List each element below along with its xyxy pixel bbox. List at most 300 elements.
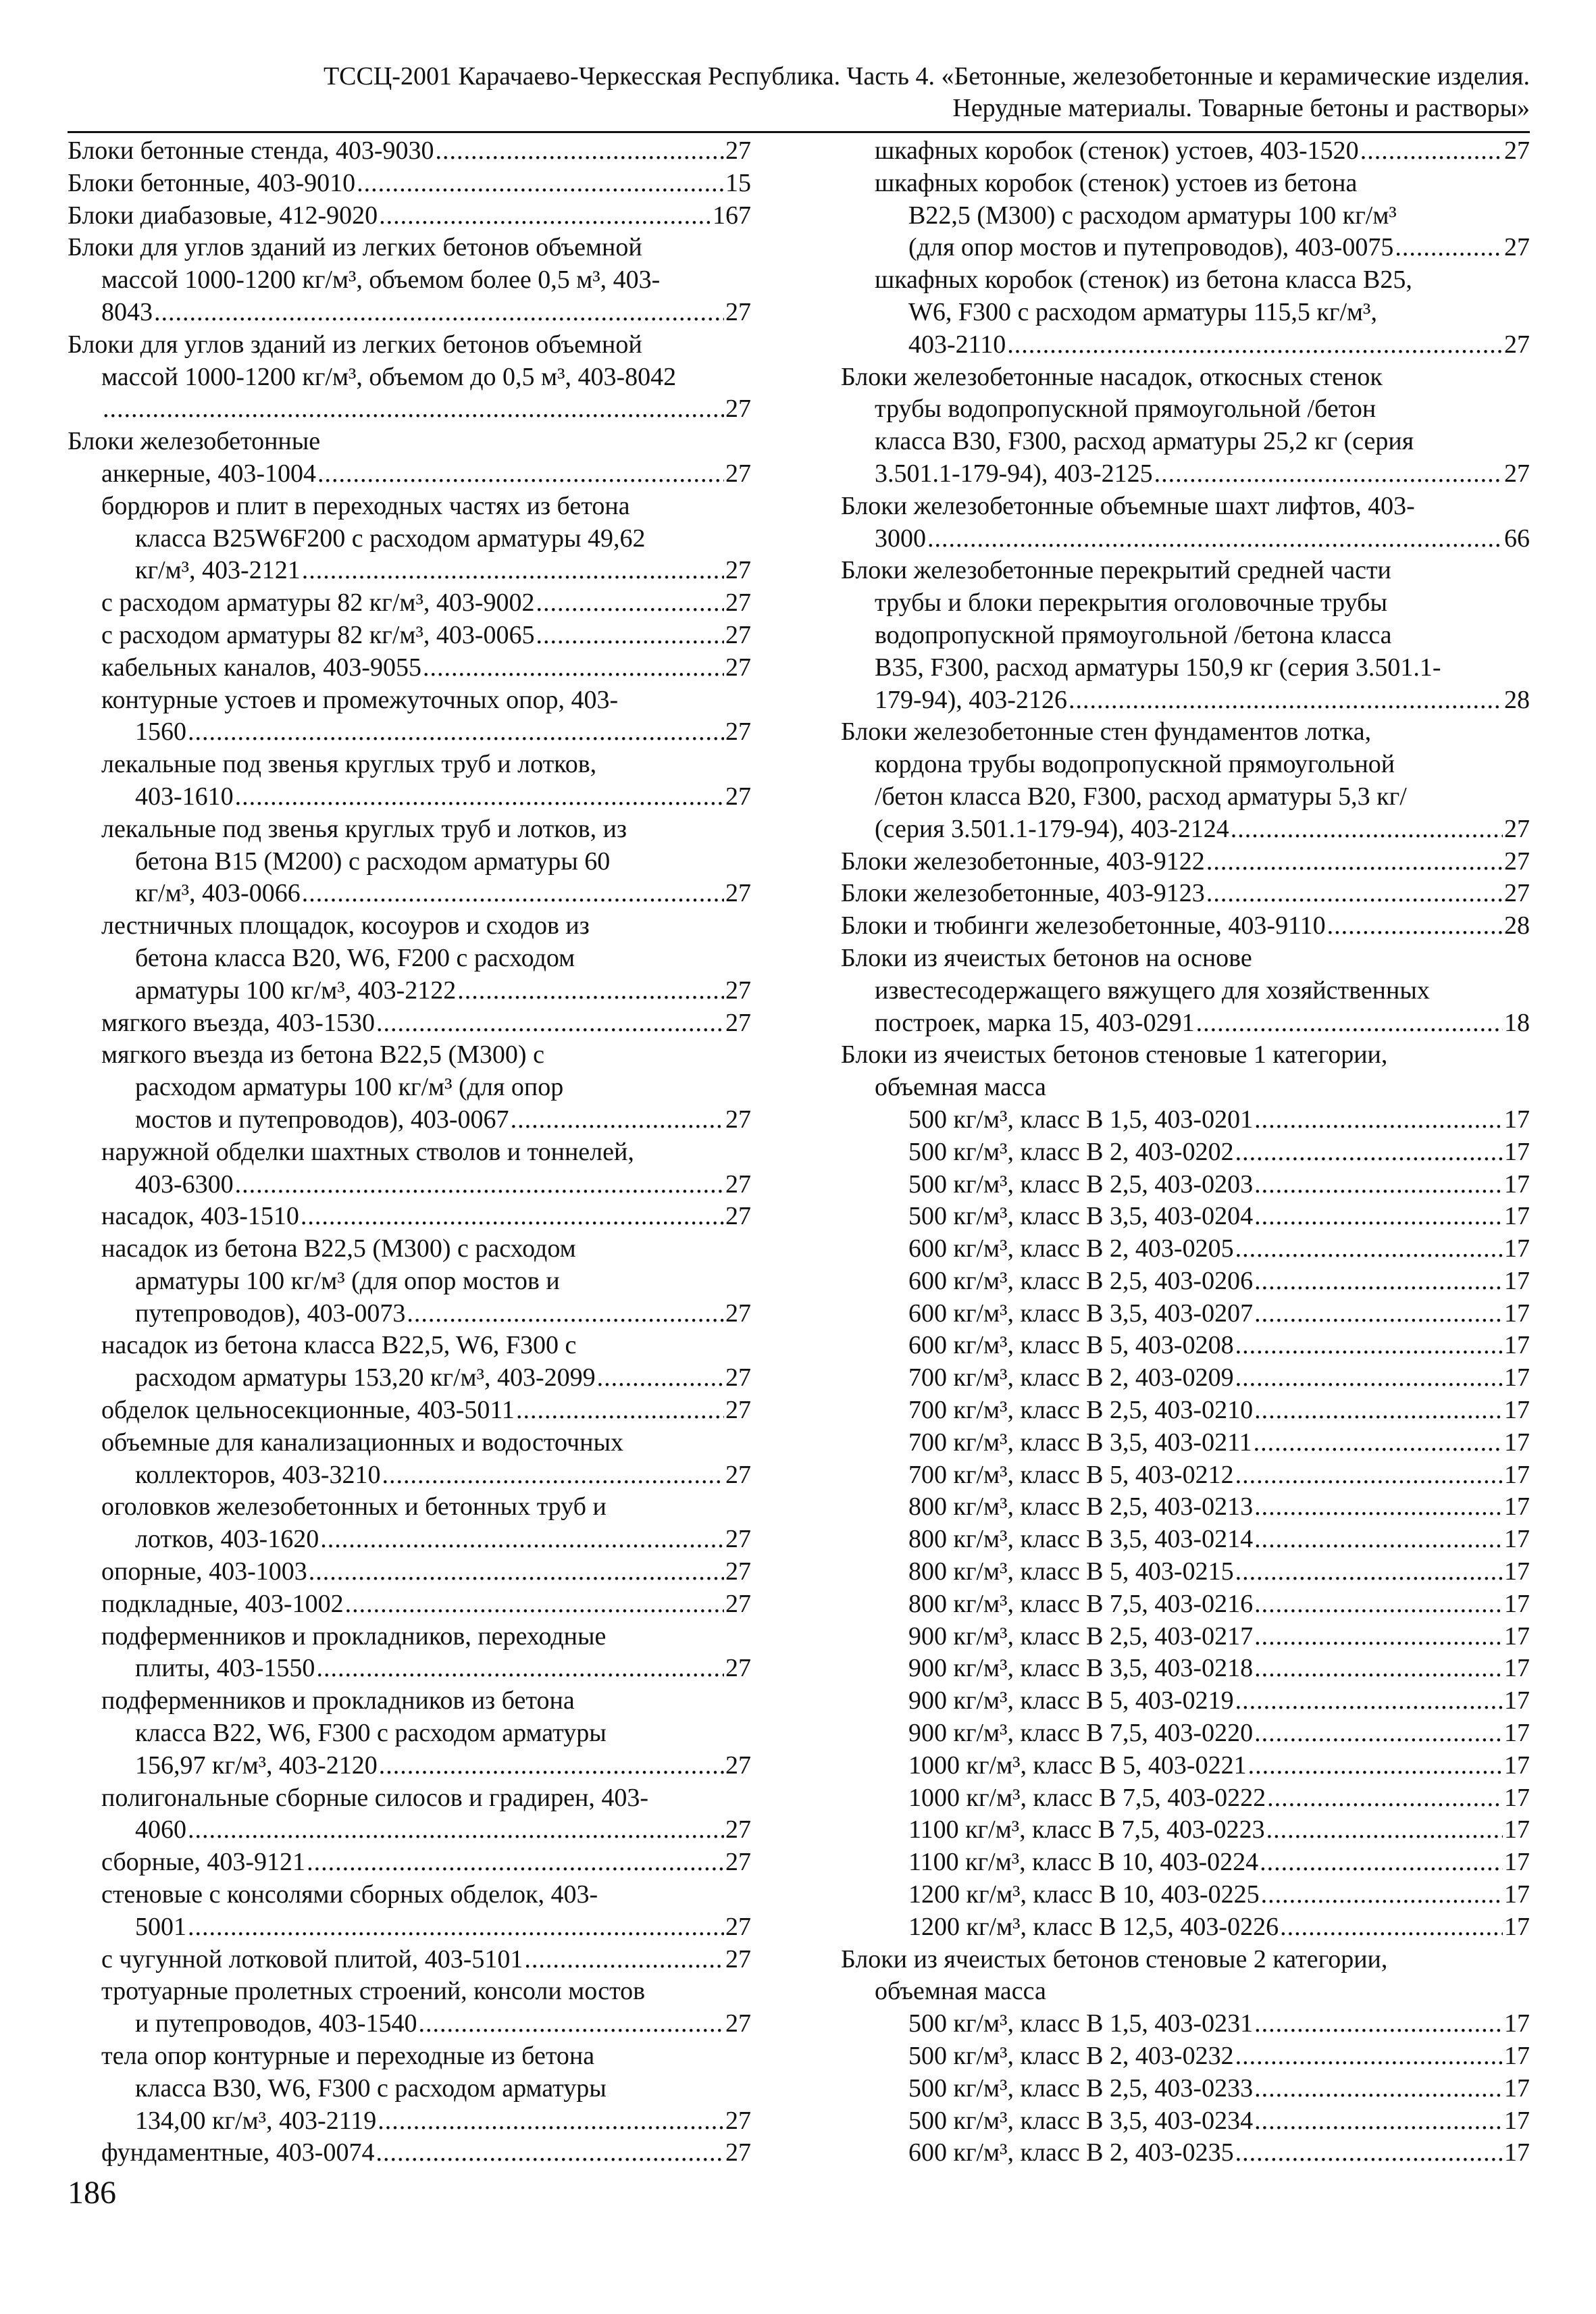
entry-leader-line	[841, 1653, 1530, 1685]
entry-leader-line	[68, 135, 751, 168]
entry-page-ref: 27	[725, 879, 751, 908]
entry-leader-line	[841, 1846, 1530, 1879]
dot-leader	[536, 587, 724, 620]
entry-leader-line	[68, 1524, 751, 1556]
dot-leader	[345, 1588, 724, 1621]
index-entry	[841, 555, 1530, 716]
entry-text: 800 кг/м³, класс В 2,5, 403-0213	[908, 1492, 1254, 1521]
index-entry	[68, 1233, 751, 1330]
index-entry	[841, 716, 1530, 845]
dot-leader	[235, 1169, 724, 1201]
entry-page-ref: 18	[1504, 1008, 1530, 1037]
entry-text: плиты, 403-1550	[135, 1654, 315, 1683]
entry-text: обделок цельносекционные, 403-5011	[101, 1396, 515, 1425]
dot-leader	[188, 716, 724, 749]
entry-page-ref: 27	[725, 1169, 751, 1199]
entry-text: Блоки бетонные стенда, 403-9030	[68, 136, 434, 165]
entry-text: 600 кг/м³, класс В 3,5, 403-0207	[908, 1299, 1254, 1328]
entry-line: объемная масса	[875, 1977, 1046, 2006]
entry-text: Блоки диабазовые, 412-9020	[68, 201, 378, 230]
entry-text: 500 кг/м³, класс В 1,5, 403-0231	[908, 2009, 1254, 2038]
entry-text: 5001	[135, 1912, 186, 1941]
dot-leader	[235, 781, 724, 813]
entry-leader-line	[68, 2105, 751, 2138]
entry-leader-line	[841, 1879, 1530, 1911]
entry-leader-line	[841, 1136, 1530, 1169]
entry-line: бетона B15 (M200) с расходом арматуры 60	[135, 847, 611, 876]
index-entry	[841, 1136, 1530, 1169]
dot-leader	[457, 975, 724, 1007]
index-entry	[68, 2040, 751, 2137]
dot-leader	[1235, 1330, 1503, 1362]
dot-leader	[1254, 1717, 1503, 1750]
entry-text: 900 кг/м³, класс В 2,5, 403-0217	[908, 1621, 1254, 1651]
dot-leader	[1254, 1427, 1503, 1459]
entry-line: подферменников и прокладников из бетона	[101, 1686, 575, 1715]
entry-line: подферменников и прокладников, переходные	[101, 1621, 607, 1651]
entry-page-ref: 17	[1504, 1137, 1530, 1166]
index-entry	[841, 2040, 1530, 2073]
header-rule	[68, 131, 1530, 133]
index-entry	[68, 1782, 751, 1847]
entry-leader-line	[68, 1588, 751, 1621]
entry-leader-line	[68, 1750, 751, 1782]
dot-leader	[1254, 1491, 1503, 1524]
entry-page-ref: 17	[1504, 1686, 1530, 1715]
index-entry	[68, 652, 751, 684]
dot-leader	[1254, 1394, 1503, 1427]
entry-line: лекальные под звенья круглых труб и лотков,	[101, 750, 597, 779]
dot-leader	[1235, 1556, 1503, 1588]
entry-page-ref: 27	[725, 1557, 751, 1586]
entry-line: Блоки железобетонные	[68, 427, 321, 456]
index-entry	[841, 1233, 1530, 1265]
entry-page-ref: 17	[1504, 1912, 1530, 1941]
entry-leader-line	[841, 1007, 1530, 1040]
dot-leader	[597, 1362, 724, 1394]
index-entry	[68, 1039, 751, 1136]
running-header	[68, 61, 1530, 124]
dot-leader	[1196, 1007, 1503, 1040]
entry-leader-line	[68, 1169, 751, 1201]
entry-leader-line	[841, 2137, 1530, 2169]
entry-page-ref: 66	[1504, 524, 1530, 553]
entry-text: 800 кг/м³, класс В 7,5, 403-0216	[908, 1589, 1254, 1618]
entry-page-ref: 27	[725, 1525, 751, 1554]
entry-page-ref: 27	[725, 297, 751, 326]
entry-line: объемные для канализационных и водосточных	[101, 1428, 623, 1457]
entry-leader-line	[68, 555, 751, 587]
entry-line: W6, F300 с расходом арматуры 115,5 кг/м³,	[908, 297, 1377, 326]
dot-leader	[536, 620, 724, 652]
dot-leader	[376, 1007, 724, 1040]
entry-page-ref: 17	[1504, 1783, 1530, 1812]
entry-leader-line	[841, 523, 1530, 555]
index-heading	[841, 1944, 1530, 2009]
entry-leader-line	[841, 1782, 1530, 1815]
index-entry	[841, 491, 1530, 555]
dot-leader	[307, 1846, 724, 1879]
entry-page-ref: 17	[1504, 2106, 1530, 2135]
entry-text: 500 кг/м³, класс В 2,5, 403-0203	[908, 1169, 1254, 1199]
index-entry	[841, 2137, 1530, 2169]
entry-text: 600 кг/м³, класс В 2, 403-0205	[908, 1234, 1234, 1263]
header-line-2: Нерудные материалы. Товарные бетоны и растворы»	[952, 94, 1530, 122]
index-entry	[68, 1588, 751, 1621]
index-entry	[841, 1298, 1530, 1330]
index-entry	[68, 1944, 751, 1976]
entry-line: класса B30, F300, расход арматуры 25,2 кг (серия	[875, 427, 1414, 456]
entry-page-ref: 17	[1504, 1492, 1530, 1521]
entry-page-ref: 28	[1504, 911, 1530, 940]
entry-leader-line	[68, 878, 751, 910]
entry-text: подкладные, 403-1002	[101, 1589, 344, 1618]
index-entry	[841, 1750, 1530, 1782]
dot-leader	[1254, 1169, 1503, 1201]
index-entry	[68, 1976, 751, 2040]
entry-page-ref: 17	[1504, 1719, 1530, 1748]
entry-leader-line	[68, 458, 751, 491]
entry-text: кг/м³, 403-2121	[135, 556, 301, 585]
entry-text: 403-2110	[908, 330, 1006, 359]
entry-page-ref: 27	[1504, 330, 1530, 359]
dot-leader	[1154, 458, 1503, 491]
dot-leader	[188, 1814, 724, 1846]
entry-leader-line	[841, 232, 1530, 264]
entry-leader-line	[68, 1201, 751, 1233]
entry-page-ref: 27	[1504, 847, 1530, 876]
entry-page-ref: 17	[1504, 1169, 1530, 1199]
entry-page-ref: 27	[1504, 136, 1530, 165]
entry-leader-line	[841, 684, 1530, 717]
entry-page-ref: 17	[1504, 1557, 1530, 1586]
index-entry	[68, 168, 751, 200]
entry-text: 3.501.1-179-94), 403-2125	[875, 459, 1153, 488]
entry-text: 8043	[101, 297, 153, 326]
index-entry	[841, 1491, 1530, 1524]
index-entry	[68, 458, 751, 491]
dot-leader	[1248, 1750, 1503, 1782]
index-entry	[68, 2137, 751, 2169]
entry-text: фундаментные, 403-0074	[101, 2138, 375, 2167]
entry-page-ref: 27	[725, 1396, 751, 1425]
entry-leader-line	[68, 781, 751, 813]
dot-leader	[1254, 1265, 1503, 1298]
index-entry	[68, 135, 751, 168]
dot-leader	[1260, 1846, 1503, 1879]
entry-text: коллекторов, 403-3210	[135, 1460, 381, 1489]
entry-text: сборные, 403-9121	[101, 1848, 306, 1877]
index-entry	[68, 1330, 751, 1394]
index-entry	[841, 1330, 1530, 1362]
entry-line: контурные устоев и промежуточных опор, 403-	[101, 685, 619, 714]
entry-leader-line	[841, 458, 1530, 491]
entry-leader-line	[841, 1265, 1530, 1298]
entry-page-ref: 17	[1504, 2042, 1530, 2071]
index-entry	[68, 620, 751, 652]
index-heading	[68, 426, 751, 458]
entry-leader-line	[841, 1621, 1530, 1653]
index-entry	[841, 1911, 1530, 1944]
dot-leader	[320, 1524, 724, 1556]
entry-leader-line	[841, 2008, 1530, 2040]
entry-page-ref: 17	[1504, 1202, 1530, 1231]
dot-leader	[511, 1104, 724, 1136]
entry-page-ref: 17	[1504, 1299, 1530, 1328]
entry-page-ref: 17	[1504, 1331, 1530, 1360]
entry-leader-line	[68, 1556, 751, 1588]
entry-page-ref: 17	[1504, 1621, 1530, 1651]
entry-page-ref: 17	[1504, 1460, 1530, 1489]
entry-leader-line	[68, 297, 751, 329]
entry-text: 1200 кг/м³, класс В 10, 403-0225	[908, 1880, 1260, 1909]
entry-line: трубы и блоки перекрытия оголовочные трубы	[875, 588, 1387, 618]
entry-leader-line	[68, 1362, 751, 1394]
index-entry	[841, 942, 1530, 1039]
dot-leader	[1235, 1362, 1503, 1394]
dot-leader	[1254, 1588, 1503, 1621]
entry-leader-line	[841, 329, 1530, 361]
entry-leader-line	[841, 135, 1530, 168]
entry-leader-line	[841, 1459, 1530, 1492]
entry-line: полигональные сборные силосов и градирен, 403-	[101, 1783, 648, 1812]
entry-line: мягкого въезда из бетона B22,5 (M300) с	[101, 1040, 544, 1070]
index-entry	[841, 1653, 1530, 1685]
dot-leader	[1261, 1879, 1503, 1911]
entry-leader-line	[841, 1298, 1530, 1330]
entry-text: 4060	[135, 1815, 186, 1844]
index-entry	[68, 684, 751, 749]
entry-leader-line	[68, 168, 751, 200]
entry-page-ref: 27	[725, 1008, 751, 1037]
index-entry	[68, 491, 751, 587]
entry-page-ref: 17	[1504, 2073, 1530, 2103]
entry-page-ref: 27	[725, 1202, 751, 1231]
index-entry	[841, 1169, 1530, 1201]
index-entry	[841, 1685, 1530, 1717]
dot-leader	[1266, 1814, 1503, 1846]
index-entry	[841, 1459, 1530, 1492]
index-column-left	[68, 135, 751, 2169]
dot-leader	[1254, 1524, 1503, 1556]
entry-text: 600 кг/м³, класс В 5, 403-0208	[908, 1331, 1234, 1360]
entry-page-ref: 17	[1504, 2138, 1530, 2167]
header-line-1: ТССЦ-2001 Карачаево-Черкесская Республика. Часть 4. «Бетонные, железобетонные и керамические изделия.	[323, 62, 1530, 91]
entry-text: 500 кг/м³, класс В 3,5, 403-0234	[908, 2106, 1254, 2135]
dot-leader	[419, 2008, 725, 2040]
index-entry	[841, 1621, 1530, 1653]
dot-leader	[524, 1944, 724, 1976]
index-entry	[841, 1362, 1530, 1394]
entry-text: 1000 кг/м³, класс В 7,5, 403-0222	[908, 1783, 1266, 1812]
entry-line: известесодержащего вяжущего для хозяйственных	[875, 976, 1430, 1005]
entry-page-ref: 27	[725, 136, 751, 165]
entry-text: с расходом арматуры 82 кг/м³, 403-9002	[101, 588, 535, 618]
entry-text: Блоки и тюбинги железобетонные, 403-9110	[841, 911, 1326, 940]
entry-page-ref: 27	[725, 1299, 751, 1328]
index-entry	[68, 910, 751, 1007]
entry-line: наружной обделки шахтных стволов и тоннелей,	[101, 1137, 634, 1166]
index-entry	[841, 846, 1530, 878]
entry-page-ref: 27	[1504, 459, 1530, 488]
index-entry	[841, 1104, 1530, 1136]
entry-leader-line	[841, 1104, 1530, 1136]
entry-text: 179-94), 403-2126	[875, 685, 1067, 714]
entry-page-ref: 27	[725, 588, 751, 618]
dot-leader	[1254, 2008, 1503, 2040]
entry-text: и путепроводов, 403-1540	[135, 2009, 417, 2038]
index-entry	[841, 135, 1530, 168]
entry-leader-line	[841, 1169, 1530, 1201]
entry-line: стеновые с консолями сборных обделок, 403-	[101, 1880, 598, 1909]
dot-leader	[1235, 1459, 1503, 1492]
entry-line: B22,5 (M300) с расходом арматуры 100 кг/м³	[908, 201, 1397, 230]
entry-text: 3000	[875, 524, 926, 553]
dot-leader	[301, 1201, 724, 1233]
entry-page-ref: 27	[725, 1589, 751, 1618]
entry-line: расходом арматуры 100 кг/м³ (для опор	[135, 1073, 564, 1102]
dot-leader	[435, 135, 724, 168]
entry-leader-line	[841, 1588, 1530, 1621]
index-entry	[841, 1782, 1530, 1815]
entry-text: 500 кг/м³, класс В 2, 403-0202	[908, 1137, 1234, 1166]
entry-leader-line	[68, 1394, 751, 1427]
entry-leader-line	[68, 1814, 751, 1846]
index-entry	[841, 1265, 1530, 1298]
entry-text: Блоки железобетонные, 403-9122	[841, 847, 1205, 876]
entry-page-ref: 27	[725, 1815, 751, 1844]
entry-line: шкафных коробок (стенок) устоев из бетона	[875, 168, 1358, 197]
entry-page-ref: 27	[1504, 879, 1530, 908]
entry-leader-line	[841, 2073, 1530, 2105]
entry-leader-line	[68, 587, 751, 620]
entry-text: мягкого въезда, 403-1530	[101, 1008, 375, 1037]
entry-text: 700 кг/м³, класс В 2, 403-0209	[908, 1363, 1234, 1392]
entry-text: 700 кг/м³, класс В 5, 403-0212	[908, 1460, 1234, 1489]
entry-leader-line	[841, 1717, 1530, 1750]
dot-leader	[1231, 813, 1503, 846]
entry-leader-line	[841, 1394, 1530, 1427]
index-entry	[841, 1201, 1530, 1233]
dot-leader	[376, 2137, 724, 2169]
entry-line: класса B30, W6, F300 с расходом арматуры	[135, 2073, 607, 2103]
dot-leader	[188, 1911, 724, 1944]
index-entry	[68, 1879, 751, 1944]
entry-page-ref: 27	[725, 2009, 751, 2038]
entry-line: Блоки железобетонные перекрытий средней части	[841, 556, 1391, 585]
dot-leader	[1235, 2040, 1503, 2073]
entry-leader-line	[841, 1491, 1530, 1524]
index-entry	[68, 1621, 751, 1686]
entry-text: путепроводов), 403-0073	[135, 1299, 406, 1328]
entry-leader-line	[68, 1459, 751, 1492]
entry-leader-line	[841, 1330, 1530, 1362]
dot-leader	[379, 200, 711, 232]
entry-text: 134,00 кг/м³, 403-2119	[135, 2106, 377, 2135]
index-entry	[68, 1556, 751, 1588]
entry-line: B35, F300, расход арматуры 150,9 кг (серия 3.501.1-	[875, 653, 1441, 682]
entry-page-ref: 27	[725, 782, 751, 811]
dot-leader	[1254, 2105, 1503, 2138]
entry-text: 500 кг/м³, класс В 1,5, 403-0201	[908, 1105, 1254, 1134]
dot-leader	[407, 1298, 724, 1330]
index-entry	[841, 1879, 1530, 1911]
entry-leader-line	[841, 2105, 1530, 2138]
entry-text: 1100 кг/м³, класс В 10, 403-0224	[908, 1848, 1259, 1877]
index-entry	[841, 264, 1530, 361]
entry-page-ref: 17	[1504, 1654, 1530, 1683]
entry-page-ref: 27	[725, 620, 751, 649]
entry-leader-line	[841, 1362, 1530, 1394]
entry-leader-line	[68, 620, 751, 652]
entry-page-ref: 27	[725, 718, 751, 747]
entry-text: 900 кг/м³, класс В 7,5, 403-0220	[908, 1719, 1254, 1748]
index-entry	[841, 1556, 1530, 1588]
index-entry	[841, 2105, 1530, 2138]
entry-text: 500 кг/м³, класс В 2,5, 403-0233	[908, 2073, 1254, 2103]
entry-leader-line	[68, 652, 751, 684]
index-entry	[68, 1136, 751, 1201]
entry-page-ref: 17	[1504, 2009, 1530, 2038]
entry-text: 600 кг/м³, класс В 2, 403-0235	[908, 2138, 1234, 2167]
entry-leader-line	[68, 1911, 751, 1944]
dot-leader	[1235, 1233, 1503, 1265]
index-entry	[68, 329, 751, 426]
dot-leader	[316, 1653, 724, 1685]
entry-line: насадок из бетона B22,5 (M300) с расходом	[101, 1234, 576, 1263]
entry-text: (серия 3.501.1-179-94), 403-2124	[875, 814, 1229, 843]
index-heading	[841, 1039, 1530, 1104]
index-entry	[841, 910, 1530, 942]
entry-line: Блоки для углов зданий из легких бетонов объемной	[68, 233, 642, 262]
dot-leader	[1267, 1782, 1503, 1815]
index-entry	[68, 587, 751, 620]
entry-text: 700 кг/м³, класс В 2,5, 403-0210	[908, 1396, 1254, 1425]
entry-page-ref: 17	[1504, 1880, 1530, 1909]
entry-leader-line	[841, 2040, 1530, 2073]
entry-page-ref: 27	[725, 2106, 751, 2135]
index-entry	[68, 1007, 751, 1040]
entry-text: 1200 кг/м³, класс В 12,5, 403-0226	[908, 1912, 1279, 1941]
dot-leader	[1280, 1911, 1503, 1944]
entry-text: с чугунной лотковой плитой, 403-5101	[101, 1944, 523, 1973]
entry-text: 403-1610	[135, 782, 234, 811]
dot-leader	[1254, 1653, 1503, 1685]
entry-leader-line	[841, 1201, 1530, 1233]
dot-leader	[309, 1556, 724, 1588]
entry-line: тела опор контурные и переходные из бетона	[101, 2042, 595, 2071]
entry-page-ref: 17	[1504, 1363, 1530, 1392]
dot-leader	[1395, 232, 1503, 264]
dot-leader	[1206, 846, 1503, 878]
entry-page-ref: 27	[725, 2138, 751, 2167]
entry-leader-line	[68, 1944, 751, 1976]
entry-line: /бетон класса B20, F300, расход арматуры 5,3 кг/	[875, 782, 1407, 811]
entry-page-ref: 27	[1504, 814, 1530, 843]
entry-leader-line	[841, 813, 1530, 846]
index-entry	[841, 1427, 1530, 1459]
entry-leader-line	[841, 1524, 1530, 1556]
entry-page-ref: 27	[725, 1912, 751, 1941]
entry-page-ref: 27	[725, 1105, 751, 1134]
entry-text: опорные, 403-1003	[101, 1557, 307, 1586]
entry-leader-line	[68, 716, 751, 749]
entry-page-ref: 17	[1504, 1525, 1530, 1554]
entry-line: оголовков железобетонных и бетонных труб и	[101, 1492, 607, 1521]
entry-line: массой 1000-1200 кг/м³, объемом до 0,5 м³, 403-8042	[101, 362, 677, 391]
entry-page-ref: 17	[1504, 1105, 1530, 1134]
entry-text: кг/м³, 403-0066	[135, 879, 301, 908]
